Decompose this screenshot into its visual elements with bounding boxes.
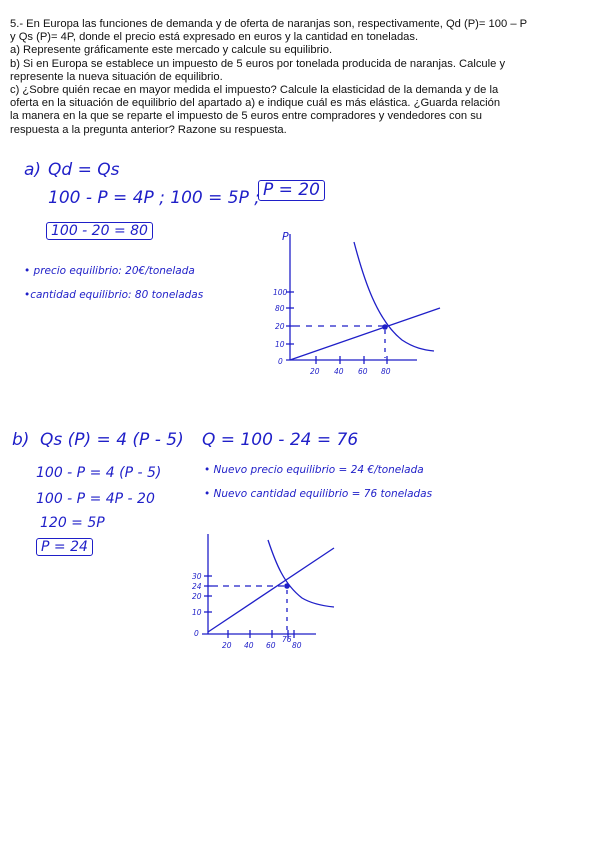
graph-a-y-tick-label: 0 — [278, 357, 283, 366]
graph-b-y-tick-label: 20 — [192, 592, 202, 601]
part-a-label: a) — [24, 160, 42, 180]
graph-b-x-tick-label: 20 — [222, 641, 232, 650]
graph-b-x-tick-label: 60 — [266, 641, 276, 650]
question-line: a) Represente gráficamente este mercado y calcule su equilibrio. — [10, 44, 333, 57]
part-a-price-result: P = 20 — [258, 180, 325, 201]
graph-a-supply-line — [290, 308, 440, 360]
part-b-equation-3: 100 - P = 4P - 20 — [36, 491, 155, 507]
graph-b-equilibrium-point — [284, 583, 290, 589]
part-a-equation-2: 100 - P = 4P ; 100 = 5P ; — [48, 188, 260, 208]
part-b-price-bullet: • Nuevo precio equilibrio = 24 €/tonelada — [204, 464, 424, 476]
graph-a-axis-label: P — [282, 230, 289, 243]
graph-b-demand-curve — [268, 540, 334, 607]
graph-a-y-tick-label: 20 — [275, 322, 285, 331]
part-b-label: b) — [12, 430, 30, 450]
question-line: represente la nueva situación de equilibrio. — [10, 70, 223, 83]
part-b-new-quantity: Q = 100 - 24 = 76 — [202, 430, 359, 450]
question-line: b) Si en Europa se establece un impuesto de 5 euros por tonelada producida de naranjas. Calcule y — [10, 57, 506, 70]
graph-b-y-tick-label: 24 — [192, 582, 202, 591]
graph-a-x-tick-label: 60 — [358, 367, 368, 376]
part-a-equation-1: Qd = Qs — [48, 160, 120, 180]
graph-b-supply-line — [208, 548, 334, 632]
graph-a-y-tick-label: 10 — [275, 340, 285, 349]
graph-a-equilibrium-point — [382, 324, 388, 330]
question-line: c) ¿Sobre quién recae en mayor medida el impuesto? Calcule la elasticidad de la demanda y de la — [10, 84, 499, 97]
graph-a-x-tick-label: 80 — [381, 367, 391, 376]
graph-b-x-tick-label: 80 — [292, 641, 302, 650]
graph-a-y-tick-label: 100 — [273, 288, 288, 297]
question-line: respuesta a la pregunta anterior? Razone su respuesta. — [10, 123, 287, 136]
graph-a-y-tick-label: 80 — [275, 304, 285, 313]
part-b-equation-4: 120 = 5P — [40, 515, 105, 531]
part-b-equation-2: 100 - P = 4 (P - 5) — [36, 465, 162, 481]
part-b-market-graph — [188, 530, 338, 660]
question-line: la manera en la que se reparte el impuesto de 5 euros entre compradores y vendedores con su — [10, 110, 483, 123]
question-line: y Qs (P)= 4P, donde el precio está expresado en euros y la cantidad en toneladas. — [10, 31, 419, 44]
part-b-equation-1: Qs (P) = 4 (P - 5) — [40, 430, 184, 450]
part-a-quantity-result: 100 - 20 = 80 — [46, 222, 153, 240]
part-a-quantity-bullet: •cantidad equilibrio: 80 toneladas — [24, 289, 204, 301]
part-a-market-graph — [272, 228, 442, 378]
graph-b-y-tick-label: 0 — [194, 629, 199, 638]
graph-a-x-tick-label: 40 — [334, 367, 344, 376]
graph-b-y-tick-label: 30 — [192, 572, 202, 581]
graph-b-x-tick-label: 76 — [282, 635, 292, 644]
graph-a-demand-curve — [354, 242, 434, 351]
graph-a-x-tick-label: 20 — [310, 367, 320, 376]
part-b-quantity-bullet: • Nuevo cantidad equilibrio = 76 toneladas — [204, 488, 433, 500]
graph-b-y-tick-label: 10 — [192, 608, 202, 617]
part-a-price-bullet: • precio equilibrio: 20€/tonelada — [24, 265, 195, 277]
graph-b-x-tick-label: 40 — [244, 641, 254, 650]
question-text — [10, 18, 590, 137]
part-b-price-result: P = 24 — [36, 538, 93, 556]
question-line: oferta en la situación de equilibrio del apartado a) e indique cuál es más elástica. ¿Guarda relación — [10, 97, 501, 110]
question-line: 5.- En Europa las funciones de demanda y de oferta de naranjas son, respectivamente, Qd (P)= 100 – P — [10, 18, 528, 30]
